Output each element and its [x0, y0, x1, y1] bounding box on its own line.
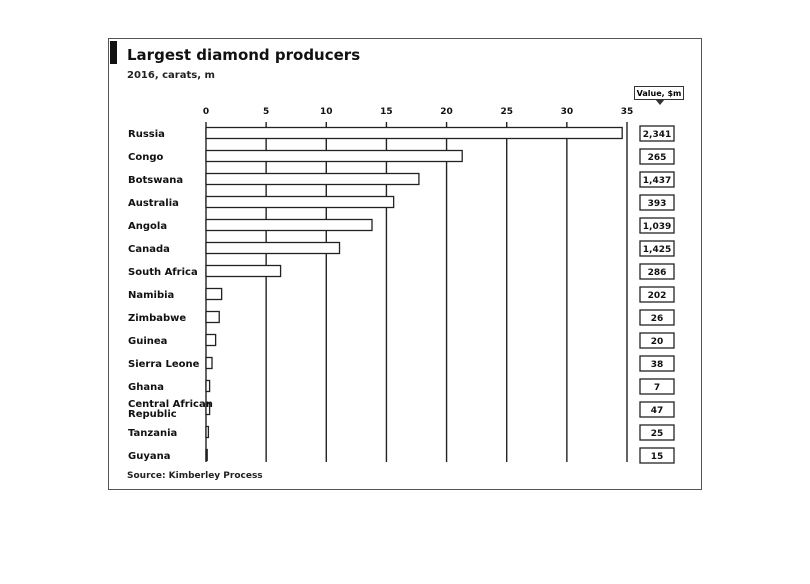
tick-label-0: 0 [202, 107, 210, 117]
value-column-header: Value, $m [634, 86, 684, 100]
bar-7 [206, 289, 222, 300]
category-label-6: South Africa [128, 267, 198, 278]
category-label-2: Botswana [128, 175, 184, 186]
tick-label-25: 25 [500, 107, 513, 117]
value-label-8: 26 [650, 314, 664, 324]
value-label-3: 393 [647, 199, 667, 209]
category-label-4: Angola [128, 221, 168, 232]
value-label-11: 7 [653, 383, 661, 393]
value-label-14: 15 [650, 452, 664, 462]
category-label-3: Australia [128, 198, 179, 209]
bar-1 [206, 151, 462, 162]
value-label-2: 1,437 [642, 176, 672, 186]
bar-6 [206, 266, 281, 277]
category-label-5: Canada [128, 244, 170, 255]
category-label-14: Guyana [128, 451, 171, 462]
bar-8 [206, 312, 219, 323]
bar-13 [206, 427, 208, 438]
value-label-10: 38 [650, 360, 664, 370]
category-label-10: Sierra Leone [128, 359, 200, 370]
category-label-13: Tanzania [128, 428, 178, 439]
bar-0 [206, 128, 622, 139]
value-label-7: 202 [647, 291, 667, 301]
chart-subtitle: 2016, carats, m [127, 70, 215, 81]
value-label-6: 286 [647, 268, 667, 278]
category-label-9: Guinea [128, 336, 168, 347]
value-label-0: 2,341 [642, 130, 672, 140]
category-label-12: Central African Republic [128, 399, 213, 420]
value-label-12: 47 [650, 406, 664, 416]
bar-3 [206, 197, 394, 208]
bar-4 [206, 220, 372, 231]
value-label-5: 1,425 [642, 245, 672, 255]
tick-label-10: 10 [320, 107, 333, 117]
value-label-1: 265 [647, 153, 667, 163]
tick-label-15: 15 [380, 107, 393, 117]
tick-label-30: 30 [560, 107, 574, 117]
category-label-0: Russia [128, 129, 165, 140]
chart-source: Source: Kimberley Process [127, 471, 263, 481]
bar-14 [206, 450, 207, 461]
bar-9 [206, 335, 216, 346]
tick-label-5: 5 [263, 107, 270, 117]
value-label-4: 1,039 [642, 222, 672, 232]
value-label-13: 25 [650, 429, 664, 439]
bar-11 [206, 381, 210, 392]
chart-title: Largest diamond producers [127, 46, 361, 64]
bars-layer [206, 126, 674, 463]
category-label-11: Ghana [128, 382, 164, 393]
category-label-1: Congo [128, 152, 164, 163]
category-label-8: Zimbabwe [128, 313, 187, 324]
bar-10 [206, 358, 212, 369]
bar-2 [206, 174, 419, 185]
bar-5 [206, 243, 340, 254]
value-label-9: 20 [650, 337, 664, 347]
category-label-7: Namibia [128, 290, 175, 301]
tick-label-35: 35 [620, 107, 634, 117]
tick-label-20: 20 [440, 107, 453, 117]
